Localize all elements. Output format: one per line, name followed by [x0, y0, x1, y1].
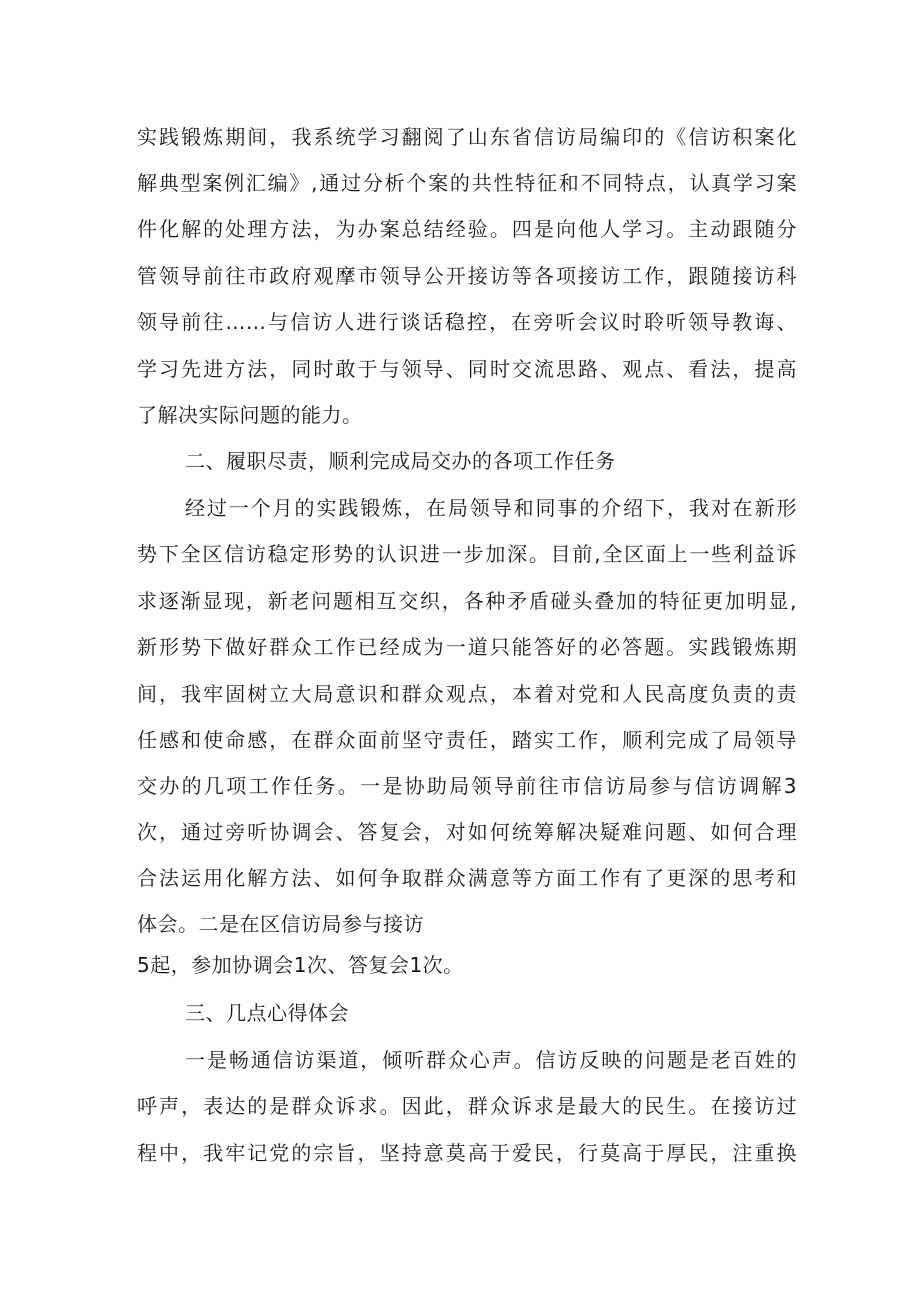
- paragraph-1-line-2: 解典型案例汇编》,通过分析个案的共性特征和不同特点，认真学习案: [137, 171, 797, 195]
- paragraph-2-line-6: 任感和使命感，在群众面前坚守责任，踏实工作，顺利完成了局领导: [137, 728, 797, 752]
- paragraph-1-line-1: 实践锻炼期间，我系统学习翻阅了山东省信访局编印的《信访积案化: [137, 125, 797, 149]
- paragraph-2-line-4: 新形势下做好群众工作已经成为一道只能答好的必答题。实践锻炼期: [137, 635, 797, 659]
- section-heading-2: 二、履职尽责，顺利完成局交办的各项工作任务: [185, 449, 616, 473]
- paragraph-2-line-11: 5起，参加协调会1次、答复会1次。: [137, 953, 464, 977]
- section-heading-3: 三、几点心得体会: [185, 1001, 349, 1025]
- paragraph-2-line-1: 经过一个月的实践锻炼，在局领导和同事的介绍下，我对在新形: [185, 496, 797, 520]
- paragraph-3-line-3: 程中，我牢记党的宗旨，坚持意莫高于爱民，行莫高于厚民，注重换: [137, 1141, 797, 1165]
- paragraph-2-line-10: 体会。二是在区信访局参与接访: [137, 912, 424, 936]
- paragraph-1-line-7: 了解决实际问题的能力。: [137, 403, 363, 427]
- paragraph-3-line-2: 呼声，表达的是群众诉求。因此，群众诉求是最大的民生。在接访过: [137, 1094, 797, 1118]
- paragraph-1-line-4: 管领导前往市政府观摩市领导公开接访等各项接访工作，跟随接访科: [137, 264, 797, 288]
- paragraph-2-line-2: 势下全区信访稳定形势的认识进一步加深。目前,全区面上一些利益诉: [137, 542, 797, 566]
- paragraph-1-line-6: 学习先进方法，同时敢于与领导、同时交流思路、观点、看法，提高: [137, 357, 797, 381]
- paragraph-3-line-1: 一是畅通信访渠道，倾听群众心声。信访反映的问题是老百姓的: [185, 1048, 797, 1072]
- paragraph-2-line-3: 求逐渐显现，新老问题相互交织，各种矛盾碰头叠加的特征更加明显,: [137, 589, 797, 613]
- paragraph-2-line-5: 间，我牢固树立大局意识和群众观点，本着对党和人民高度负责的责: [137, 682, 797, 706]
- paragraph-2-line-7: 交办的几项工作任务。一是协助局领导前往市信访局参与信访调解3: [137, 774, 797, 798]
- paragraph-2-line-9: 合法运用化解方法、如何争取群众满意等方面工作有了更深的思考和: [137, 866, 797, 890]
- paragraph-2-line-8: 次，通过旁听协调会、答复会，对如何统筹解决疑难问题、如何合理: [137, 820, 797, 844]
- paragraph-1-line-5: 领导前往……与信访人进行谈话稳控，在旁听会议时聆听领导教诲、: [137, 310, 797, 334]
- paragraph-1-line-3: 件化解的处理方法，为办案总结经验。四是向他人学习。主动跟随分: [137, 217, 797, 241]
